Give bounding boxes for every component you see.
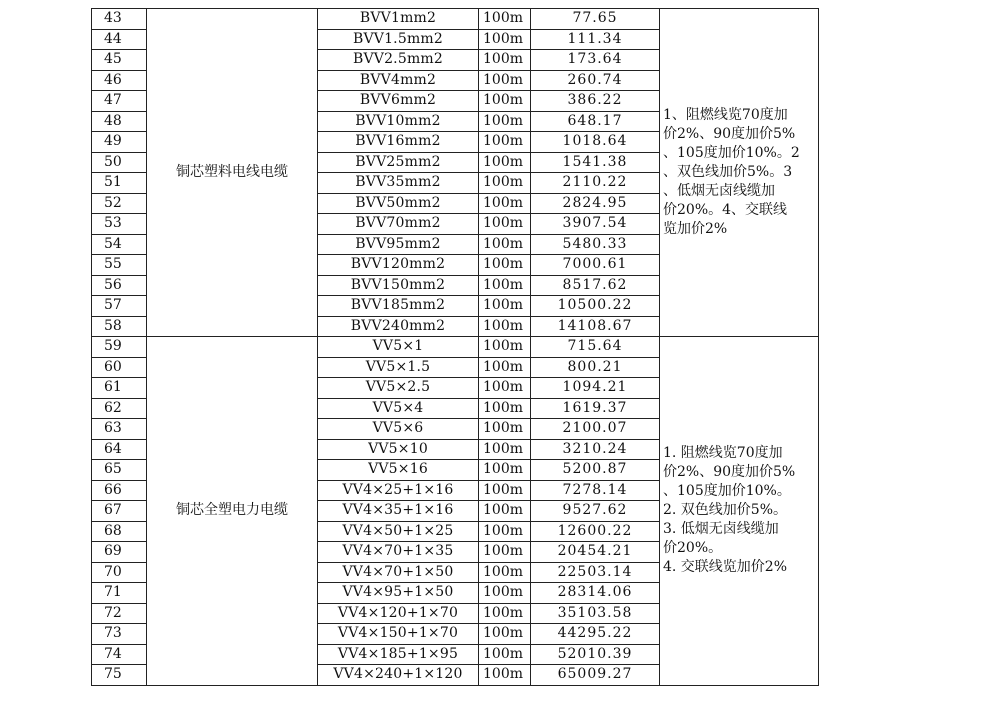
note-line: 、低烟无卤线缆加 — [663, 183, 775, 199]
price-cell: 65009.27 — [531, 665, 660, 686]
unit-cell: 100m — [479, 378, 531, 399]
model-cell: BVV185mm2 — [318, 296, 479, 317]
row-number: 47 — [92, 91, 147, 112]
row-number: 55 — [92, 255, 147, 276]
unit-cell: 100m — [479, 193, 531, 214]
row-number: 62 — [92, 398, 147, 419]
unit-cell: 100m — [479, 357, 531, 378]
note-line: 2. 双色线加价5%。 — [663, 502, 788, 519]
model-cell: BVV240mm2 — [318, 316, 479, 337]
model-cell: BVV10mm2 — [318, 111, 479, 132]
note-line: 览加价2% — [663, 221, 728, 237]
price-table-body — [92, 9, 819, 686]
model-cell: VV4×240+1×120 — [318, 665, 479, 686]
model-cell: VV4×120+1×70 — [318, 603, 479, 624]
unit-cell: 100m — [479, 70, 531, 91]
row-number: 66 — [92, 480, 147, 501]
model-cell: VV4×25+1×16 — [318, 480, 479, 501]
unit-cell: 100m — [479, 275, 531, 296]
model-cell: VV5×1.5 — [318, 357, 479, 378]
model-cell: BVV120mm2 — [318, 255, 479, 276]
note-line: 价2%、90度加价5% — [663, 126, 796, 142]
price-cell: 52010.39 — [531, 644, 660, 665]
model-cell: VV4×70+1×35 — [318, 542, 479, 563]
unit-cell: 100m — [479, 521, 531, 542]
row-number: 69 — [92, 542, 147, 563]
model-cell: VV5×1 — [318, 337, 479, 358]
row-number: 64 — [92, 439, 147, 460]
note-line: 价20%。4、交联线 — [663, 202, 788, 218]
model-cell: VV4×35+1×16 — [318, 501, 479, 522]
category-cell: 铜芯全塑电力电缆 — [147, 337, 318, 686]
unit-cell: 100m — [479, 29, 531, 50]
price-cell: 173.64 — [531, 50, 660, 71]
row-number: 75 — [92, 665, 147, 686]
price-cell: 3210.24 — [531, 439, 660, 460]
note-cell — [660, 337, 819, 686]
row-number: 73 — [92, 624, 147, 645]
price-cell: 260.74 — [531, 70, 660, 91]
unit-cell: 100m — [479, 296, 531, 317]
price-cell: 715.64 — [531, 337, 660, 358]
unit-cell: 100m — [479, 419, 531, 440]
model-cell: BVV2.5mm2 — [318, 50, 479, 71]
price-cell: 44295.22 — [531, 624, 660, 645]
note-line: 价20%。 — [663, 540, 723, 557]
unit-cell: 100m — [479, 255, 531, 276]
price-cell: 35103.58 — [531, 603, 660, 624]
category-cell: 铜芯塑料电线电缆 — [147, 9, 318, 337]
model-cell: VV5×4 — [318, 398, 479, 419]
row-number: 51 — [92, 173, 147, 194]
unit-cell: 100m — [479, 316, 531, 337]
row-number: 61 — [92, 378, 147, 399]
row-number: 68 — [92, 521, 147, 542]
model-cell: BVV4mm2 — [318, 70, 479, 91]
unit-cell: 100m — [479, 111, 531, 132]
unit-cell: 100m — [479, 501, 531, 522]
row-number: 50 — [92, 152, 147, 173]
unit-cell: 100m — [479, 665, 531, 686]
note-line: 4. 交联线览加价2% — [663, 559, 788, 576]
model-cell: VV4×150+1×70 — [318, 624, 479, 645]
price-cell: 1094.21 — [531, 378, 660, 399]
unit-cell: 100m — [479, 439, 531, 460]
row-number: 65 — [92, 460, 147, 481]
note-line: 1. 阻燃线览70度加 — [663, 445, 783, 462]
model-cell: BVV6mm2 — [318, 91, 479, 112]
unit-cell: 100m — [479, 644, 531, 665]
note-line: 、105度加价10%。2 — [663, 145, 800, 161]
price-cell: 12600.22 — [531, 521, 660, 542]
row-number: 52 — [92, 193, 147, 214]
row-number: 45 — [92, 50, 147, 71]
model-cell: BVV150mm2 — [318, 275, 479, 296]
model-cell: VV4×95+1×50 — [318, 583, 479, 604]
model-cell: BVV35mm2 — [318, 173, 479, 194]
row-number: 46 — [92, 70, 147, 91]
price-cell: 10500.22 — [531, 296, 660, 317]
price-cell: 1541.38 — [531, 152, 660, 173]
unit-cell: 100m — [479, 542, 531, 563]
price-cell: 1018.64 — [531, 132, 660, 153]
unit-cell: 100m — [479, 480, 531, 501]
row-number: 72 — [92, 603, 147, 624]
model-cell: VV5×6 — [318, 419, 479, 440]
row-number: 67 — [92, 501, 147, 522]
unit-cell: 100m — [479, 9, 531, 30]
unit-cell: 100m — [479, 603, 531, 624]
model-cell: VV4×50+1×25 — [318, 521, 479, 542]
model-cell: BVV95mm2 — [318, 234, 479, 255]
row-number: 58 — [92, 316, 147, 337]
note-line: 1、阻燃线览70度加 — [663, 107, 788, 123]
price-table — [91, 8, 819, 686]
price-cell: 7000.61 — [531, 255, 660, 276]
note-line: 价2%、90度加价5% — [663, 464, 796, 481]
unit-cell: 100m — [479, 583, 531, 604]
unit-cell: 100m — [479, 234, 531, 255]
model-cell: BVV1mm2 — [318, 9, 479, 30]
note-line: 、双色线加价5%。3 — [663, 164, 793, 180]
row-number: 49 — [92, 132, 147, 153]
model-cell: VV4×70+1×50 — [318, 562, 479, 583]
price-cell: 111.34 — [531, 29, 660, 50]
table-row — [92, 9, 819, 30]
row-number: 53 — [92, 214, 147, 235]
model-cell: BVV50mm2 — [318, 193, 479, 214]
table-row — [92, 337, 819, 358]
row-number: 60 — [92, 357, 147, 378]
row-number: 71 — [92, 583, 147, 604]
price-cell: 20454.21 — [531, 542, 660, 563]
price-cell: 5480.33 — [531, 234, 660, 255]
unit-cell: 100m — [479, 562, 531, 583]
row-number: 59 — [92, 337, 147, 358]
note-line: 、105度加价10%。 — [663, 483, 791, 500]
unit-cell: 100m — [479, 398, 531, 419]
price-cell: 3907.54 — [531, 214, 660, 235]
row-number: 44 — [92, 29, 147, 50]
price-cell: 5200.87 — [531, 460, 660, 481]
unit-cell: 100m — [479, 173, 531, 194]
price-cell: 648.17 — [531, 111, 660, 132]
note-line: 3. 低烟无卤线缆加 — [663, 521, 779, 538]
model-cell: BVV70mm2 — [318, 214, 479, 235]
model-cell: VV5×16 — [318, 460, 479, 481]
model-cell: VV4×185+1×95 — [318, 644, 479, 665]
model-cell: BVV16mm2 — [318, 132, 479, 153]
row-number: 74 — [92, 644, 147, 665]
price-cell: 800.21 — [531, 357, 660, 378]
row-number: 63 — [92, 419, 147, 440]
unit-cell: 100m — [479, 50, 531, 71]
unit-cell: 100m — [479, 152, 531, 173]
row-number: 56 — [92, 275, 147, 296]
price-cell: 2824.95 — [531, 193, 660, 214]
row-number: 57 — [92, 296, 147, 317]
unit-cell: 100m — [479, 460, 531, 481]
row-number: 70 — [92, 562, 147, 583]
price-cell: 1619.37 — [531, 398, 660, 419]
model-cell: BVV1.5mm2 — [318, 29, 479, 50]
price-cell: 77.65 — [531, 9, 660, 30]
unit-cell: 100m — [479, 214, 531, 235]
price-cell: 22503.14 — [531, 562, 660, 583]
price-cell: 9527.62 — [531, 501, 660, 522]
price-cell: 14108.67 — [531, 316, 660, 337]
note-cell — [660, 9, 819, 337]
row-number: 43 — [92, 9, 147, 30]
price-cell: 8517.62 — [531, 275, 660, 296]
unit-cell: 100m — [479, 624, 531, 645]
model-cell: BVV25mm2 — [318, 152, 479, 173]
price-cell: 7278.14 — [531, 480, 660, 501]
row-number: 54 — [92, 234, 147, 255]
unit-cell: 100m — [479, 91, 531, 112]
price-cell: 386.22 — [531, 91, 660, 112]
row-number: 48 — [92, 111, 147, 132]
price-cell: 28314.06 — [531, 583, 660, 604]
price-cell: 2110.22 — [531, 173, 660, 194]
model-cell: VV5×2.5 — [318, 378, 479, 399]
unit-cell: 100m — [479, 337, 531, 358]
model-cell: VV5×10 — [318, 439, 479, 460]
unit-cell: 100m — [479, 132, 531, 153]
price-cell: 2100.07 — [531, 419, 660, 440]
